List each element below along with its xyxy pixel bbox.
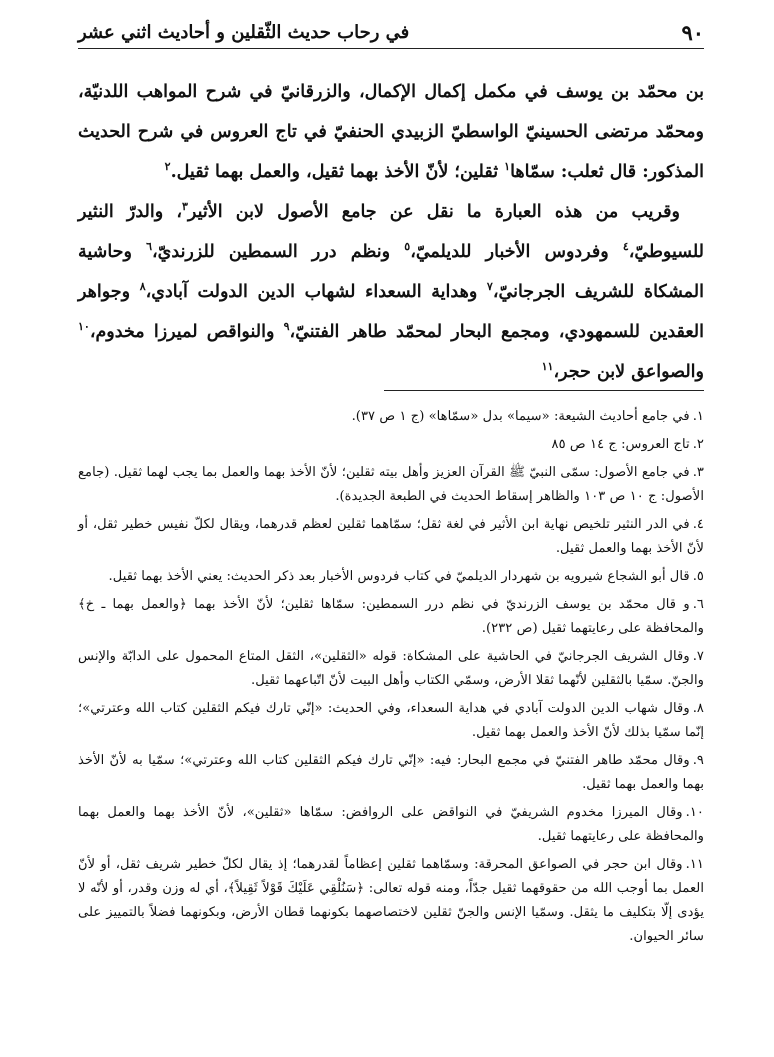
paragraph-2-text-b: ، والدرّ النثير للسيوطيّ،	[78, 202, 704, 262]
footnote-ref-9: ٩	[283, 320, 290, 334]
paragraph-1	[78, 72, 704, 192]
footnote-number: ٣.	[692, 465, 704, 480]
footnote-5	[78, 565, 704, 589]
footnote-text: قال أبو الشجاع شيرويه بن شهردار الديلميّ في كتاب فردوس الأخبار بعد ذكر الحديث: يعني الأخذ بهما ثقيل.	[108, 569, 690, 584]
paragraph-2-text-i: والصواعق لابن حجر،	[553, 362, 704, 382]
footnote-9	[78, 749, 704, 797]
paragraph-2	[78, 192, 704, 392]
paragraph-2-text-e: وحاشية المشكاة للشريف الجرجانيّ،	[78, 242, 704, 302]
footnote-number: ١.	[692, 409, 704, 424]
footnote-ref-2: ٢	[164, 160, 171, 174]
footnote-ref-7: ٧	[486, 280, 493, 294]
paragraph-2-text-f: وهداية السعداء لشهاب الدين الدولت آبادي،	[145, 282, 487, 302]
paragraph-2-text-g: وجواهر العقدين للسمهودي، ومجمع البحار لمحمّد طاهر الفتنيّ،	[78, 282, 704, 342]
footnote-number: ١٠.	[685, 805, 704, 820]
footnote-number: ٤.	[692, 517, 704, 532]
footnote-ref-8: ٨	[139, 280, 146, 294]
main-text	[78, 72, 704, 392]
footnote-ref-11: ١١	[541, 360, 554, 374]
footnote-text: وقال الشريف الجرجانيّ في الحاشية على المشكاة: قوله «الثقلين»، الثقل المتاع المحمول على الدابّة والإنس والجنّ. سمّيا بالثقلين لأنّهما ثقلا الأرض، وسمّي الكتاب وأهل البيت لأنّ اتّباعهما ثقيل.	[78, 649, 704, 688]
footnote-7	[78, 645, 704, 693]
footnote-number: ٥.	[692, 569, 704, 584]
footnote-ref-6: ٦	[146, 240, 153, 254]
paragraph-1-text-b: ثقلين؛ لأنّ الأخذ بهما ثقيل، والعمل بهما ثقيل.	[170, 162, 505, 182]
paragraph-1-text-a: بن محمّد بن يوسف في مكمل إكمال الإكمال، والزرقانيّ في شرح المواهب اللدنيّة، ومحمّد مرتضى الحسينيّ الواسطيّ الزبيدي الحنفيّ في تاج العروس في شرح الحديث المذكور: قال ثعلب: سمّاها	[78, 82, 704, 182]
footnote-11	[78, 853, 704, 949]
page-number: ٩٠	[681, 20, 704, 45]
footnote-text: وقال شهاب الدين الدولت آبادي في هداية السعداء، وفي الحديث: «إنّي تارك فيكم الثقلين كتاب الله وعترتي»؛ إنّما سمّيا بذلك لأنّ الأخذ والعمل بهما ثقيل.	[78, 701, 704, 740]
footnote-text: في الدر النثير تلخيص نهاية ابن الأثير في لغة ثقل؛ سمّاهما ثقلين لعظم قدرهما، ويقال لكلّ نفيس خطير ثقل، أو لأنّ الأخذ بهما والعمل ثقيل.	[78, 517, 704, 556]
footnote-text: في جامع أحاديث الشيعة: «سيما» بدل «سمّاها» (ج ١ ص ٣٧).	[351, 409, 690, 424]
paragraph-2-text-h: والنواقص لميرزا مخدوم،	[89, 322, 284, 342]
paragraph-2-text-d: ونظم درر السمطين للزرنديّ،	[152, 242, 405, 262]
page-header	[78, 20, 704, 49]
footnote-1	[78, 405, 704, 429]
footnote-number: ٨.	[692, 701, 704, 716]
footnote-ref-4: ٤	[622, 240, 629, 254]
footnote-8	[78, 697, 704, 745]
footnote-number: ١١.	[685, 857, 704, 872]
footnote-3	[78, 461, 704, 509]
footnote-text: تاج العروس: ج ١٤ ص ٨٥	[551, 437, 690, 452]
footnote-10	[78, 801, 704, 849]
footnote-text: و قال محمّد بن يوسف الزرنديّ في نظم درر السمطين: سمّاها ثقلين؛ لأنّ الأخذ بهما ﴿والعمل بهما ـ خ﴾ والمحافظة على رعايتهما ثقيل (ص ٢٣٢).	[78, 597, 704, 636]
footnote-6	[78, 593, 704, 641]
footnote-text: وقال ابن حجر في الصواعق المحرقة: وسمّاهما ثقلين إعظاماً لقدرهما؛ إذ يقال لكلّ خطير شريف ثقل، أو لأنّ العمل بما أوجب الله من حقوقهما ثقيل جدّاً، ومنه قوله تعالى: ﴿سَنُلْقِي عَلَيْكَ قَوْلاً ثَقِيلاً﴾، أي له وزن وقدر، أو لأنّه لا يؤدى إلّا بتكليف ما يثقل. وسمّيا الإنس والجنّ ثقلين لاختصاصهما بكونهما قطان الأرض، وبكونهما فضلاً بالتمييز على سائر الحيوان.	[78, 857, 704, 944]
paragraph-2-text-a: وقريب من هذه العبارة ما نقل عن جامع الأصول لابن الأثير	[187, 202, 680, 222]
footnote-number: ٢.	[692, 437, 704, 452]
footnote-number: ٩.	[692, 753, 704, 768]
footnote-ref-1: ١	[504, 160, 511, 174]
footnote-separator	[384, 390, 704, 391]
footnote-4	[78, 513, 704, 561]
footnote-text: وقال الميرزا مخدوم الشريفيّ في النواقض على الروافض: سمّاها «ثقلين»، لأنّ الأخذ بهما والعمل بهما والمحافظة على رعايتهما ثقيل.	[78, 805, 704, 844]
paragraph-2-text-c: وفردوس الأخبار للديلميّ،	[410, 242, 623, 262]
running-title: في رحاب حديث الثّقلين و أحاديث اثني عشر	[78, 22, 410, 43]
footnote-number: ٦.	[692, 597, 704, 612]
footnote-text: في جامع الأصول: سمّى النبيّ ﷺ القرآن العزيز وأهل بيته ثقلين؛ لأنّ الأخذ بهما والعمل بما يجب لهما ثقيل. (جامع الأصول: ج ١٠ ص ١٠٣ والظاهر إسقاط الحديث في الطبعة الجديدة).	[78, 465, 704, 504]
footnotes	[78, 405, 704, 953]
footnote-ref-5: ٥	[404, 240, 411, 254]
footnote-2	[78, 433, 704, 457]
footnote-ref-10: ١٠	[78, 320, 90, 334]
footnote-number: ٧.	[692, 649, 704, 664]
footnote-ref-3: ٣	[182, 200, 188, 214]
footnote-text: وقال محمّد طاهر الفتنيّ في مجمع البحار: فيه: «إنّي تارك فيكم الثقلين كتاب الله وعترتي»؛ سمّيا به لأنّ الأخذ بهما والعمل بهما ثقيل.	[78, 753, 704, 792]
